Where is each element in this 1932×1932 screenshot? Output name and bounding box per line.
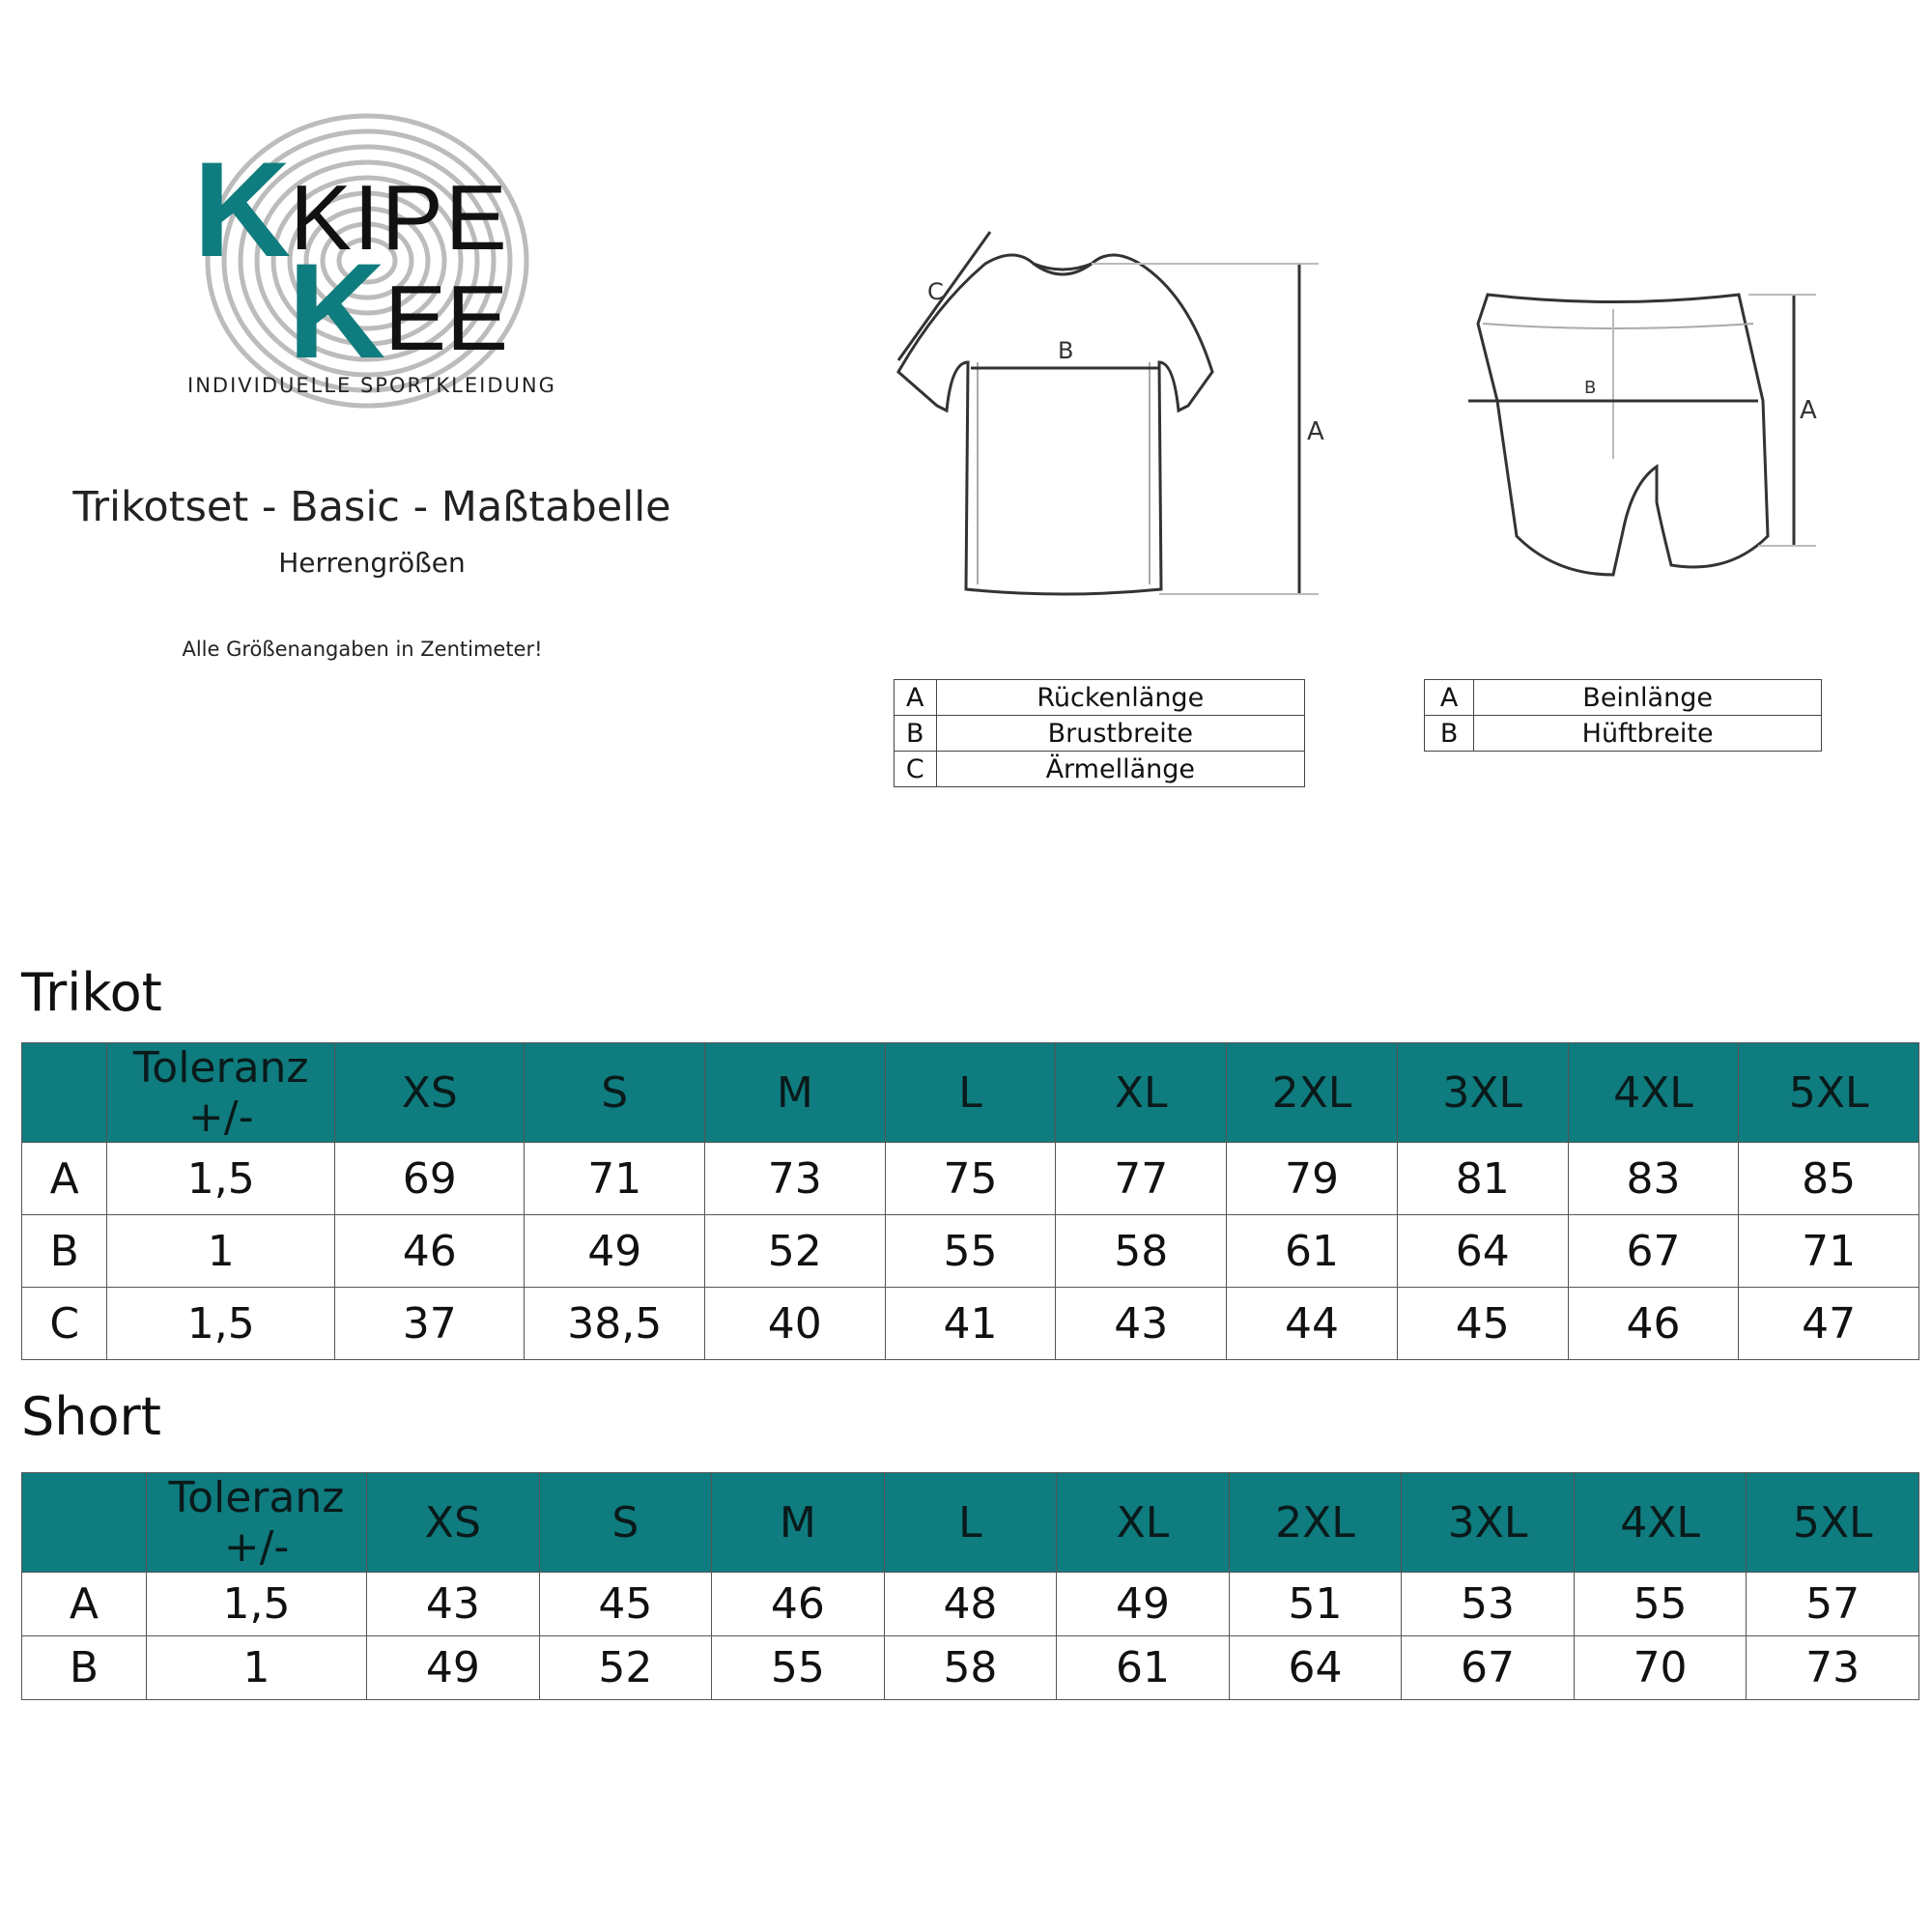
column-header: 3XL	[1397, 1043, 1568, 1143]
legend-row: A Beinlänge	[1425, 680, 1822, 716]
table-cell: 73	[1747, 1636, 1919, 1700]
column-header: 4XL	[1568, 1043, 1739, 1143]
table-cell: 75	[885, 1143, 1056, 1215]
table-row	[22, 1636, 1919, 1700]
table-cell: 55	[885, 1215, 1056, 1288]
page-subtitle: Herrengrößen	[278, 547, 466, 579]
svg-text:KIPE: KIPE	[290, 166, 509, 270]
short-section-title: Short	[21, 1386, 161, 1447]
table-cell: 51	[1229, 1573, 1402, 1636]
row-label: B	[22, 1636, 147, 1700]
logo-graphic	[174, 97, 589, 415]
table-cell: 55	[1574, 1573, 1747, 1636]
legend-row: B Hüftbreite	[1425, 716, 1822, 752]
table-cell: 45	[1397, 1288, 1568, 1360]
column-header: L	[884, 1473, 1057, 1573]
table-cell: 37	[335, 1288, 525, 1360]
column-header: XL	[1056, 1043, 1227, 1143]
legend-row: C Ärmellänge	[895, 752, 1305, 787]
column-header: M	[705, 1043, 886, 1143]
trikot-size-table	[21, 1042, 1919, 1360]
column-header: XS	[335, 1043, 525, 1143]
table-cell: 1	[146, 1636, 366, 1700]
header-row	[22, 1043, 1919, 1143]
table-cell: 71	[525, 1143, 705, 1215]
header-row	[22, 1473, 1919, 1573]
table-cell: 70	[1574, 1636, 1747, 1700]
table-cell: 1,5	[107, 1288, 335, 1360]
legend-row: B Brustbreite	[895, 716, 1305, 752]
svg-text:INDIVIDUELLE SPORTKLEIDUNG: INDIVIDUELLE SPORTKLEIDUNG	[187, 374, 556, 397]
column-header: 5XL	[1747, 1473, 1919, 1573]
table-cell: 1,5	[107, 1143, 335, 1215]
column-header: S	[539, 1473, 712, 1573]
table-cell: 49	[1057, 1573, 1230, 1636]
table-cell: 45	[539, 1573, 712, 1636]
table-cell: 49	[525, 1215, 705, 1288]
table-cell: 73	[705, 1143, 886, 1215]
svg-text:K: K	[288, 235, 386, 386]
table-cell: 85	[1739, 1143, 1919, 1215]
column-header: XS	[367, 1473, 540, 1573]
row-label: B	[22, 1215, 107, 1288]
table-cell: 52	[539, 1636, 712, 1700]
table-cell: 49	[367, 1636, 540, 1700]
table-row	[22, 1573, 1919, 1636]
table-header	[22, 1473, 1919, 1573]
column-header: 2XL	[1227, 1043, 1398, 1143]
shirt-diagram	[869, 217, 1333, 613]
column-header: Toleranz +/-	[146, 1473, 366, 1573]
table-cell: 55	[712, 1636, 885, 1700]
shirt-label-c: C	[927, 278, 944, 305]
table-row	[22, 1288, 1919, 1360]
table-cell: 69	[335, 1143, 525, 1215]
table-row	[22, 1215, 1919, 1288]
column-header: 2XL	[1229, 1473, 1402, 1573]
column-header: M	[712, 1473, 885, 1573]
table-cell: 83	[1568, 1143, 1739, 1215]
table-cell: 64	[1229, 1636, 1402, 1700]
column-header: Toleranz +/-	[107, 1043, 335, 1143]
shirt-label-b: B	[1058, 337, 1074, 364]
legend-row: A Rückenlänge	[895, 680, 1305, 716]
table-body	[22, 1573, 1919, 1700]
table-cell: 58	[1056, 1215, 1227, 1288]
table-cell: 43	[367, 1573, 540, 1636]
table-cell: 47	[1739, 1288, 1919, 1360]
column-header: 3XL	[1402, 1473, 1575, 1573]
brand-logo	[174, 97, 589, 415]
table-cell: 46	[712, 1573, 885, 1636]
table-cell: 52	[705, 1215, 886, 1288]
svg-text:K: K	[193, 133, 288, 285]
shorts-outline-icon	[1478, 295, 1768, 575]
table-cell: 71	[1739, 1215, 1919, 1288]
table-cell: 44	[1227, 1288, 1398, 1360]
column-header: S	[525, 1043, 705, 1143]
table-cell: 61	[1227, 1215, 1398, 1288]
table-cell: 58	[884, 1636, 1057, 1700]
row-label: A	[22, 1143, 107, 1215]
table-cell: 1	[107, 1215, 335, 1288]
row-label: C	[22, 1288, 107, 1360]
table-cell: 1,5	[146, 1573, 366, 1636]
table-body	[22, 1143, 1919, 1360]
table-row	[22, 1143, 1919, 1215]
table-cell: 57	[1747, 1573, 1919, 1636]
table-cell: 46	[335, 1215, 525, 1288]
column-header	[22, 1473, 147, 1573]
shirt-outline-icon	[898, 255, 1212, 594]
units-note: Alle Größenangaben in Zentimeter!	[182, 638, 543, 661]
table-cell: 79	[1227, 1143, 1398, 1215]
shorts-diagram	[1439, 256, 1855, 623]
trikot-section-title: Trikot	[21, 962, 162, 1023]
table-cell: 46	[1568, 1288, 1739, 1360]
table-cell: 64	[1397, 1215, 1568, 1288]
table-cell: 81	[1397, 1143, 1568, 1215]
table-cell: 48	[884, 1573, 1057, 1636]
svg-text:EE: EE	[384, 267, 509, 370]
table-cell: 67	[1568, 1215, 1739, 1288]
table-cell: 61	[1057, 1636, 1230, 1700]
table-cell: 40	[705, 1288, 886, 1360]
shorts-legend-table	[1424, 679, 1822, 752]
table-cell: 77	[1056, 1143, 1227, 1215]
column-header: 4XL	[1574, 1473, 1747, 1573]
short-size-table	[21, 1472, 1919, 1700]
table-cell: 67	[1402, 1636, 1575, 1700]
column-header: XL	[1057, 1473, 1230, 1573]
column-header	[22, 1043, 107, 1143]
shorts-label-a: A	[1800, 396, 1817, 425]
table-cell: 38,5	[525, 1288, 705, 1360]
page-title: Trikotset - Basic - Maßtabelle	[72, 483, 671, 531]
shorts-label-b: B	[1584, 378, 1597, 398]
column-header: 5XL	[1739, 1043, 1919, 1143]
table-cell: 53	[1402, 1573, 1575, 1636]
table-header	[22, 1043, 1919, 1143]
column-header: L	[885, 1043, 1056, 1143]
shirt-label-a: A	[1307, 417, 1324, 446]
row-label: A	[22, 1573, 147, 1636]
shirt-legend-table	[894, 679, 1305, 787]
table-cell: 43	[1056, 1288, 1227, 1360]
table-cell: 41	[885, 1288, 1056, 1360]
